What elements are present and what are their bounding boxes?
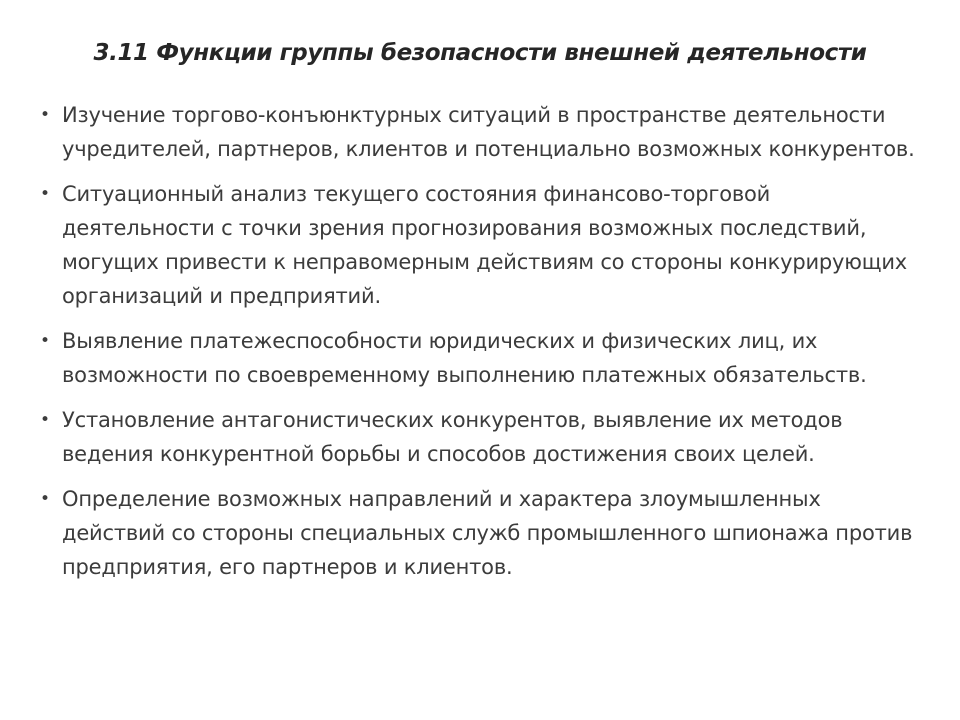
bullet-text: Выявление платежеспособности юридических и физических лиц, их возможности по своевременному выполнению платежных обязательств.	[62, 329, 867, 387]
bullet-item	[40, 98, 920, 166]
bullet-list	[40, 98, 920, 595]
bullet-item	[40, 403, 920, 471]
bullet-text: Изучение торгово-конъюнктурных ситуаций в пространстве деятельности учредителей, партнеров, клиентов и потенциально возможных конкурентов.	[62, 103, 915, 161]
bullet-item	[40, 177, 920, 313]
slide-title: 3.11 Функции группы безопасности внешней деятельности	[93, 40, 867, 66]
bullet-icon: •	[40, 331, 50, 351]
bullet-text: Установление антагонистических конкурентов, выявление их методов ведения конкурентной борьбы и способов достижения своих целей.	[62, 408, 843, 466]
bullet-icon: •	[40, 105, 50, 125]
bullet-icon: •	[40, 410, 50, 430]
bullet-text: Определение возможных направлений и характера злоумышленных действий со стороны специальных служб промышленного шпионажа против предприятия, его партнеров и клиентов.	[62, 487, 913, 579]
bullet-icon: •	[40, 184, 50, 204]
bullet-item	[40, 482, 920, 584]
bullet-text: Ситуационный анализ текущего состояния финансово-торговой деятельности с точки зрения прогнозирования возможных последствий, могущих привести к неправомерным действиям со стороны конкурирующих организаций и предприятий.	[62, 182, 908, 308]
bullet-item	[40, 324, 920, 392]
bullet-icon: •	[40, 489, 50, 509]
